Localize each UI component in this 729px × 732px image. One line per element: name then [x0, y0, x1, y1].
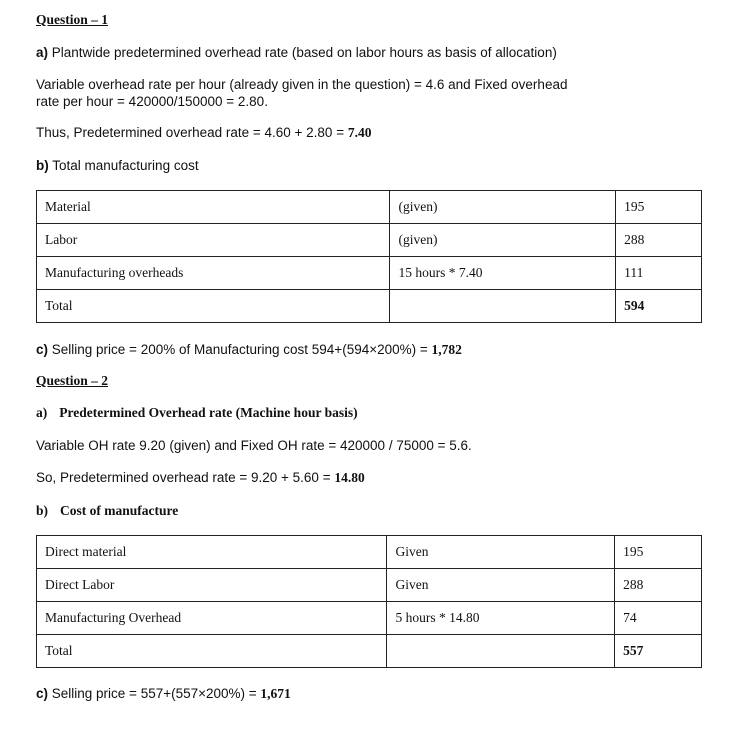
q1-part-a-title [36, 45, 557, 60]
q1-row3-item: Manufacturing overheads [37, 257, 390, 290]
q2-row2-amount: 288 [615, 569, 702, 602]
q2-so-text: So, Predetermined overhead rate = 9.20 + 5.60 = [36, 470, 335, 485]
q1-total-label: Total [37, 290, 390, 323]
q1-row2-item: Labor [37, 224, 390, 257]
q1-row1-item: Material [37, 191, 390, 224]
q1-row2-basis: (given) [390, 224, 616, 257]
q2-row3-basis: 5 hours * 14.80 [387, 602, 615, 635]
q1-cost-table [36, 190, 702, 323]
q1-part-b-text: Total manufacturing cost [48, 158, 199, 173]
q2-row2-item: Direct Labor [37, 569, 387, 602]
table-row [37, 290, 702, 323]
q2-row1-basis: Given [387, 536, 615, 569]
q2-row3-amount: 74 [615, 602, 702, 635]
q1-row1-amount: 195 [616, 191, 702, 224]
q2-selling-price [36, 686, 291, 702]
q1-part-c-text: Selling price = 200% of Manufacturing cost 594+(594×200%) = [48, 342, 432, 357]
q1-selling-price [36, 342, 462, 358]
q1-row2-amount: 288 [616, 224, 702, 257]
q1-part-c-label: c) [36, 342, 49, 357]
table-row [37, 536, 702, 569]
q1-predetermined-rate [36, 125, 371, 141]
q2-part-a-label: a) [36, 405, 48, 420]
q1-thus-text: Thus, Predetermined overhead rate = 4.60 + 2.80 = [36, 125, 348, 140]
q2-part-c-label: c) [36, 686, 49, 701]
q1-part-b-title [36, 158, 199, 173]
q1-variable-rate-line-1: Variable overhead rate per hour (already given in the question) = 4.6 and Fixed overhead [36, 77, 568, 92]
q1-row3-amount: 111 [616, 257, 702, 290]
q2-part-a-title [36, 405, 358, 421]
question-1-heading: Question – 1 [36, 12, 109, 27]
q2-part-b-text: Cost of manufacture [60, 503, 179, 518]
q2-predetermined-rate [36, 470, 365, 486]
q2-part-a-text: Predetermined Overhead rate (Machine hour basis) [59, 405, 358, 420]
q2-part-c-text: Selling price = 557+(557×200%) = [48, 686, 261, 701]
table-row [37, 602, 702, 635]
q2-part-b-title [36, 503, 178, 519]
q1-part-b-label: b) [36, 158, 49, 173]
q1-total-amount: 594 [616, 290, 702, 323]
table-row [37, 257, 702, 290]
q2-so-value: 14.80 [334, 470, 365, 485]
q2-row1-item: Direct material [37, 536, 387, 569]
q1-row1-basis: (given) [390, 191, 616, 224]
q2-total-amount: 557 [615, 635, 702, 668]
q2-cost-table [36, 535, 702, 668]
table-row [37, 569, 702, 602]
q2-part-b-label: b) [36, 503, 49, 518]
table-row [37, 191, 702, 224]
q1-part-a-label: a) [36, 45, 49, 60]
q2-part-c-value: 1,671 [260, 686, 291, 701]
q2-variable-rate-line: Variable OH rate 9.20 (given) and Fixed OH rate = 420000 / 75000 = 5.6. [36, 438, 472, 453]
table-row [37, 635, 702, 668]
q2-total-label: Total [37, 635, 387, 668]
q2-row2-basis: Given [387, 569, 615, 602]
q1-part-c-value: 1,782 [431, 342, 462, 357]
table-row [37, 224, 702, 257]
q1-part-a-text: Plantwide predetermined overhead rate (based on labor hours as basis of allocation) [48, 45, 557, 60]
q1-total-basis [390, 290, 616, 323]
q1-row3-basis: 15 hours * 7.40 [390, 257, 616, 290]
q2-row1-amount: 195 [615, 536, 702, 569]
q2-total-basis [387, 635, 615, 668]
q2-row3-item: Manufacturing Overhead [37, 602, 387, 635]
q1-thus-value: 7.40 [347, 125, 372, 140]
q1-variable-rate-line-2: rate per hour = 420000/150000 = 2.80. [36, 94, 268, 109]
question-2-heading: Question – 2 [36, 373, 109, 388]
